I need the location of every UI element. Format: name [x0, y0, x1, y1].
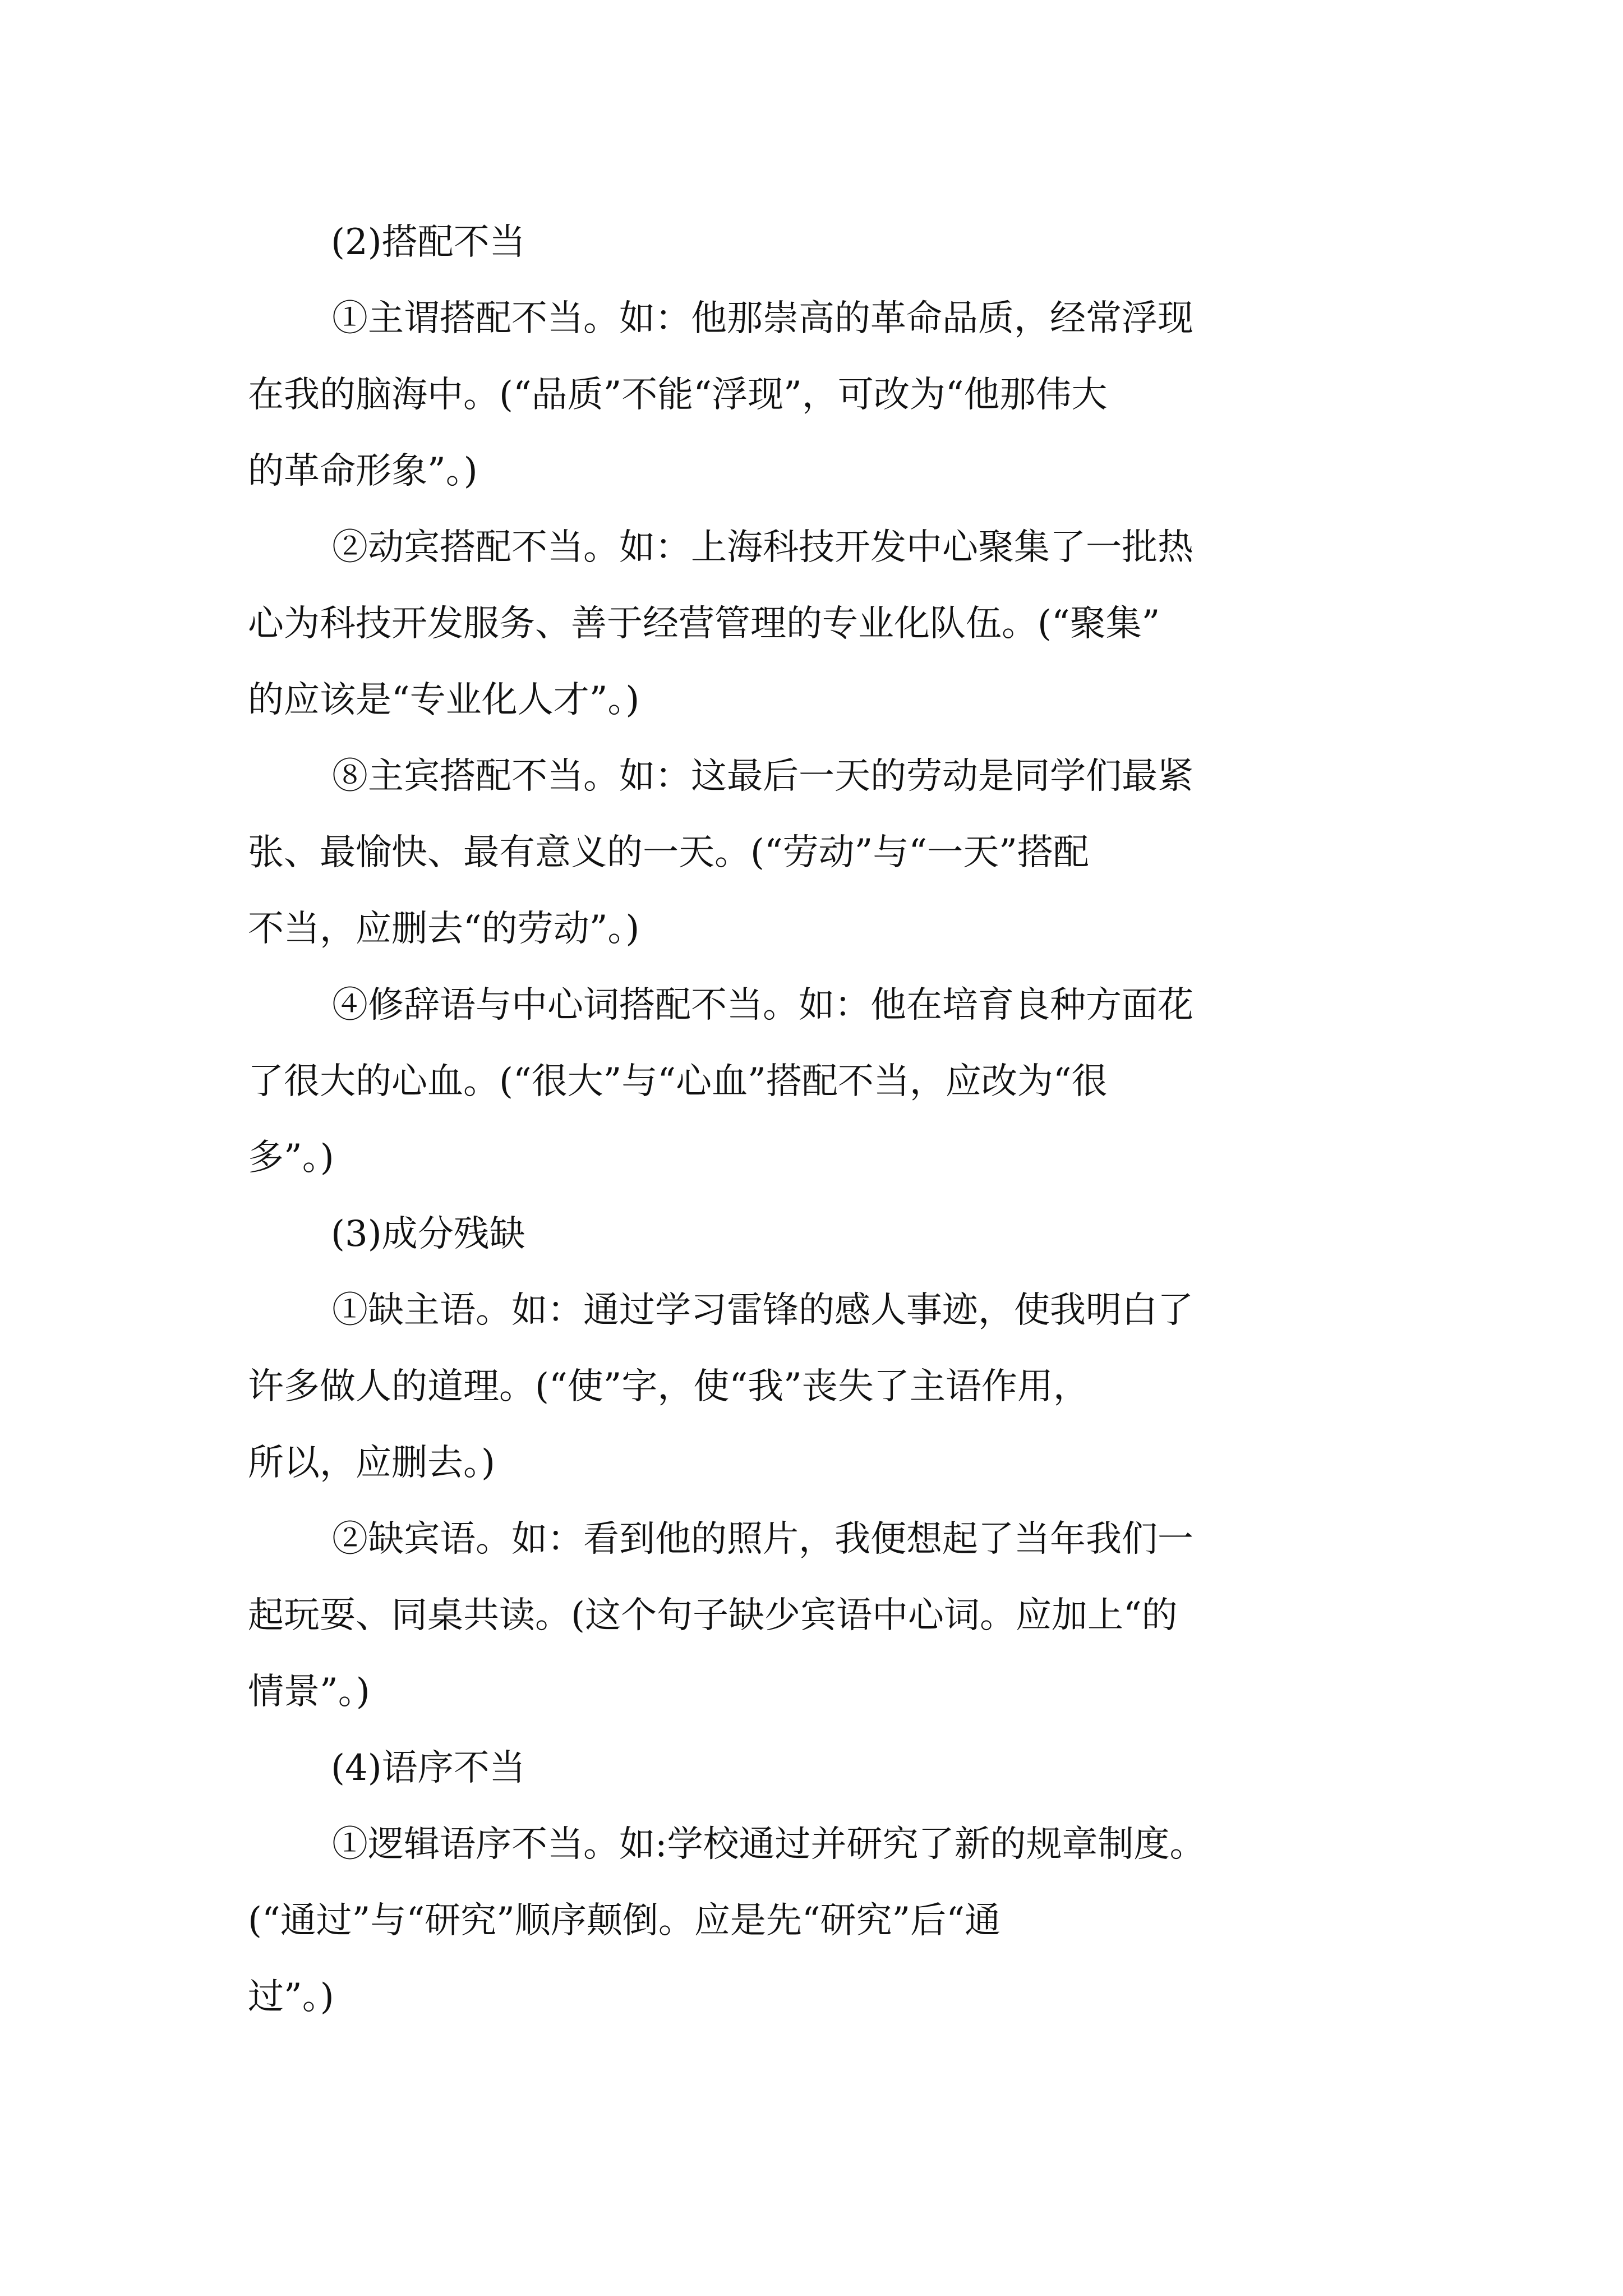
section-heading: (2)搭配不当 — [331, 222, 525, 263]
paragraph-line: ①缺主语。如：通过学习雷锋的感人事迹，使我明白了 — [332, 1290, 1193, 1331]
paragraph-line: ①逻辑语序不当。如:学校通过并研究了新的规章制度。 — [332, 1824, 1206, 1865]
paragraph-line: 的应该是“专业化人才”。) — [248, 679, 640, 721]
paragraph-line: 所以，应删去。) — [248, 1442, 495, 1484]
paragraph-line: ②动宾搭配不当。如：上海科技开发中心聚集了一批热 — [332, 527, 1193, 568]
paragraph-line: ①主谓搭配不当。如：他那崇高的革命品质，经常浮现 — [332, 298, 1193, 339]
paragraph-line: 张、最愉快、最有意义的一天。(“劳动”与“一天”搭配 — [248, 832, 1089, 873]
paragraph-line: (“通过”与“研究”顺序颠倒。应是先“研究”后“通 — [248, 1900, 1000, 1941]
paragraph-line: 过”。) — [248, 1976, 334, 2018]
paragraph-line: 情景”。) — [248, 1671, 370, 1713]
section-heading: (3)成分残缺 — [331, 1213, 525, 1255]
paragraph-line: 在我的脑海中。(“品质”不能“浮现”，可改为“他那伟大 — [248, 374, 1108, 416]
paragraph-line: ④修辞语与中心词搭配不当。如：他在培育良种方面花 — [332, 984, 1193, 1026]
section-heading: (4)语序不当 — [331, 1747, 525, 1789]
paragraph-line: 起玩耍、同桌共读。(这个句子缺少宾语中心词。应加上“的 — [248, 1595, 1178, 1636]
paragraph-line: 不当，应删去“的劳动”。) — [248, 908, 640, 950]
paragraph-line: 心为科技开发服务、善于经营管理的专业化队伍。(“聚集” — [248, 603, 1160, 645]
paragraph-line: ⑧主宾搭配不当。如：这最后一天的劳动是同学们最紧 — [332, 756, 1193, 797]
paragraph-line: 多”。) — [248, 1137, 334, 1179]
paragraph-line: 许多做人的道理。(“使”字，使“我”丧失了主语作用， — [248, 1366, 1089, 1407]
paragraph-line: 了很大的心血。(“很大”与“心血”搭配不当，应改为“很 — [248, 1061, 1108, 1102]
paragraph-line: ②缺宾语。如：看到他的照片，我便想起了当年我们一 — [332, 1519, 1193, 1560]
paragraph-line: 的革命形象”。) — [248, 450, 478, 492]
